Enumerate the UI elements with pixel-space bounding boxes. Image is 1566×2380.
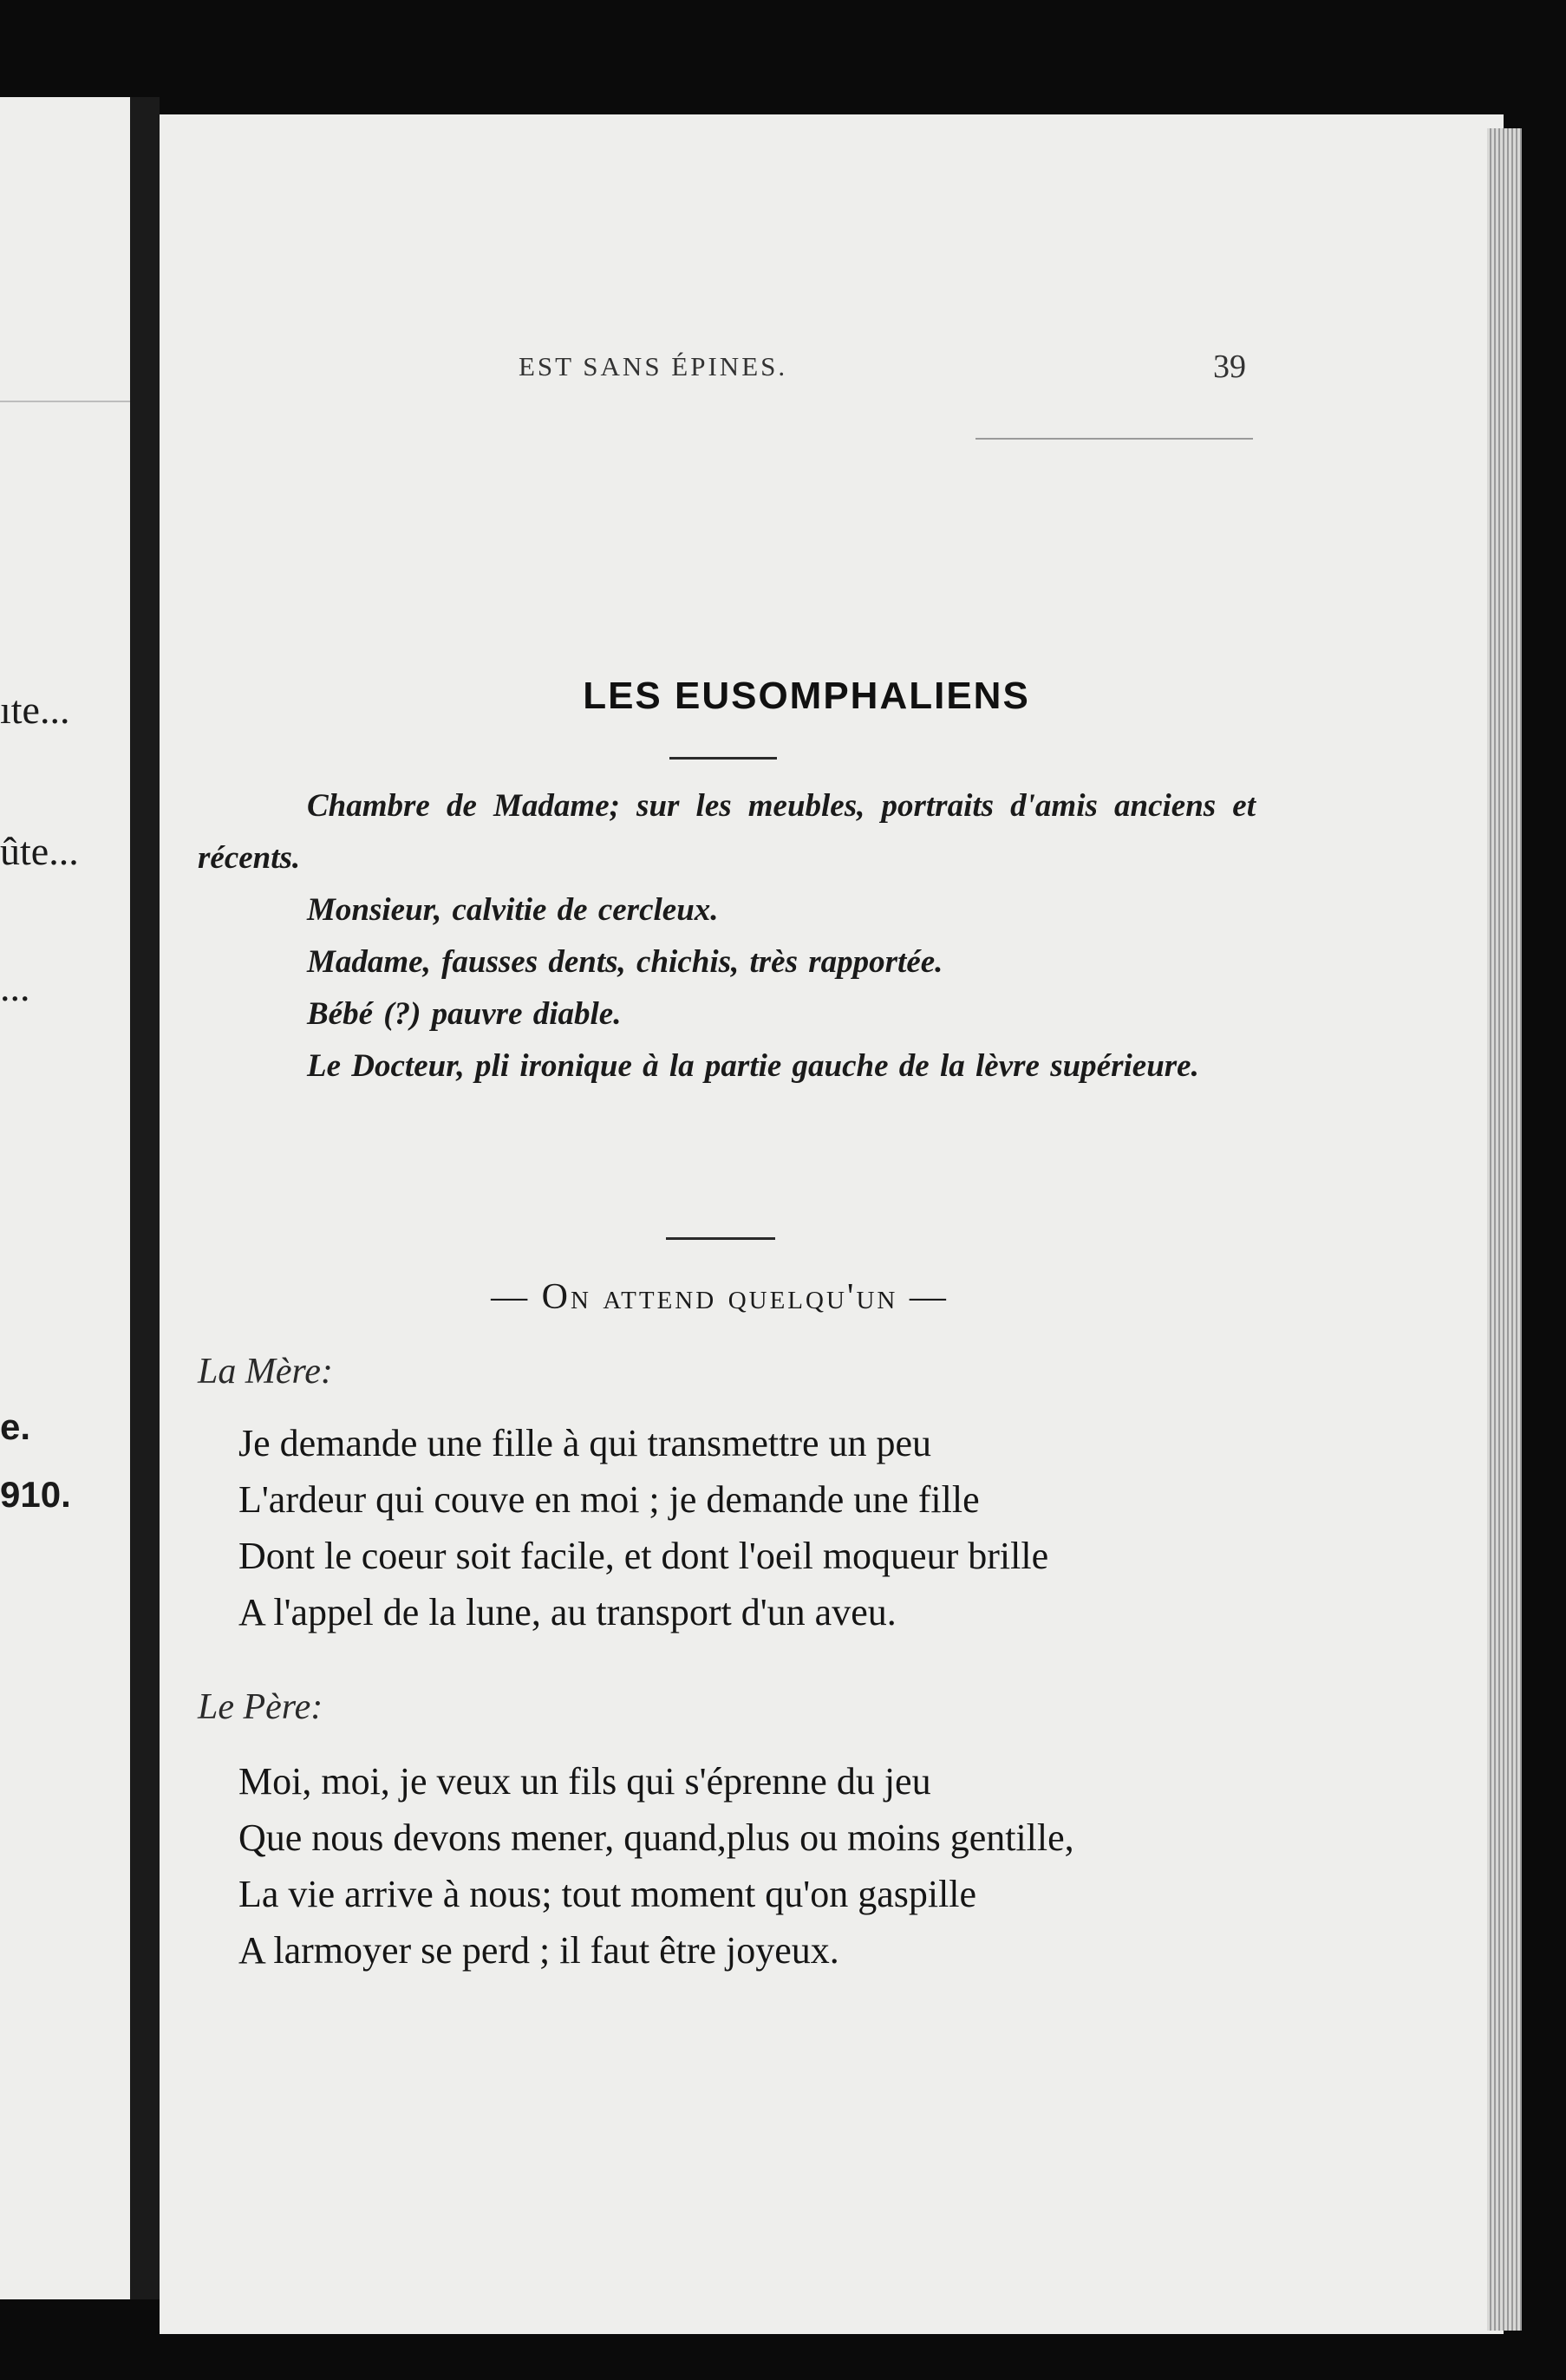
- running-head-rule: [975, 438, 1253, 440]
- title-rule: [669, 757, 777, 760]
- previous-page-fragment: [0, 97, 130, 2299]
- book-gutter: [130, 97, 160, 2299]
- cast-entry: Le Docteur, pli ironique à la partie gauche de la lèvre supérieure.: [307, 1048, 1199, 1084]
- previous-page-line: e.: [0, 1406, 31, 1447]
- page-number: 39: [1213, 349, 1246, 385]
- verse-line: Moi, moi, je veux un fils qui s'éprenne du jeu: [238, 1760, 931, 1803]
- page-39: [160, 114, 1504, 2334]
- verse-stanza: [238, 1415, 1262, 1640]
- previous-page-line: ...: [0, 965, 30, 1009]
- previous-page-rule: [0, 401, 130, 402]
- verse-line: A l'appel de la lune, au transport d'un aveu.: [238, 1591, 897, 1633]
- speaker-label: La Mère:: [198, 1352, 333, 1392]
- verse-line: Dont le coeur soit facile, et dont l'oeil moqueur brille: [238, 1535, 1049, 1577]
- previous-page-line: ûte...: [0, 829, 79, 873]
- running-head-title: EST SANS ÉPINES.: [519, 351, 788, 381]
- scene-rule: [666, 1237, 775, 1240]
- section-title: LES EUSOMPHALIENS: [583, 675, 1030, 717]
- cast-entry: Monsieur, calvitie de cercleux.: [307, 892, 719, 928]
- page-edges: [1487, 128, 1522, 2331]
- verse-line: L'ardeur qui couve en moi ; je demande une fille: [238, 1478, 980, 1521]
- cast-entry: Madame, fausses dents, chichis, très rapportée.: [307, 944, 943, 980]
- previous-page-line: ıte...: [0, 688, 70, 732]
- cast-entry: Chambre de Madame; sur les meubles, portraits d'amis anciens et récents.: [198, 788, 1256, 876]
- speaker-label: Le Père:: [198, 1687, 323, 1727]
- cast-list: [198, 780, 1256, 1092]
- cast-entry: Bébé (?) pauvre diable.: [307, 996, 622, 1032]
- scene-heading: — On attend quelqu'un —: [491, 1277, 949, 1317]
- verse-stanza: [238, 1753, 1262, 1979]
- verse-line: La vie arrive à nous; tout moment qu'on gaspille: [238, 1873, 977, 1915]
- previous-page-line: 910.: [0, 1474, 71, 1515]
- verse-line: Que nous devons mener, quand,plus ou moins gentille,: [238, 1816, 1074, 1859]
- verse-line: Je demande une fille à qui transmettre un peu: [238, 1422, 932, 1464]
- verse-line: A larmoyer se perd ; il faut être joyeux.: [238, 1929, 839, 1972]
